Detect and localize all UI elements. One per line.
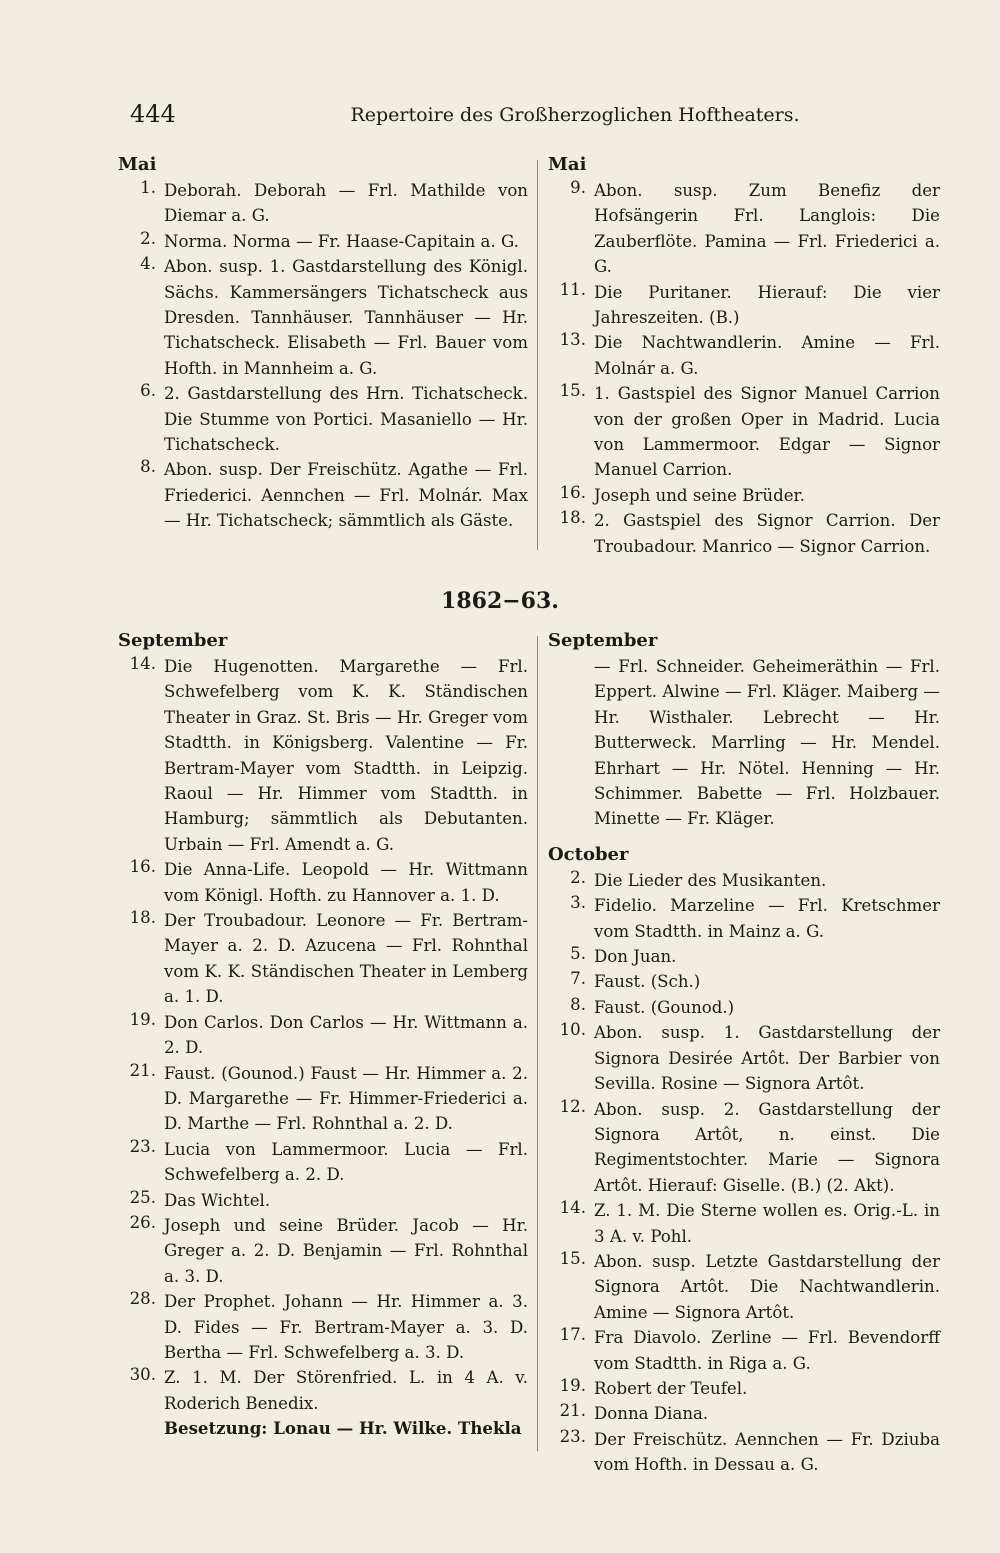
entry-list	[548, 654, 940, 832]
entry-date: 1.	[140, 178, 156, 197]
running-title: Repertoire des Großherzoglichen Hoftheaters.	[350, 104, 800, 126]
entry-date: 8.	[570, 994, 586, 1014]
performance-entry	[118, 654, 528, 857]
entry-text: Abon. susp. Der Freischütz. Agathe — Frl. Friederici. Aennchen — Frl. Molnár. Max — Hr. Tichatscheck; sämmtlich als Gäste.	[164, 460, 528, 531]
entry-date: 14.	[559, 1198, 586, 1218]
performance-entry	[548, 995, 940, 1020]
performance-entry	[548, 893, 940, 944]
performance-entry	[548, 1020, 940, 1096]
entry-text: Don Carlos. Don Carlos — Hr. Wittmann a. 2. D.	[164, 1012, 528, 1058]
entry-text: Fra Diavolo. Zerline — Frl. Bevendorff vom Stadtth. in Riga a. G.	[594, 1328, 940, 1373]
entry-text: Deborah. Deborah — Frl. Mathilde von Diemar a. G.	[164, 181, 528, 226]
entry-text: Robert der Teufel.	[594, 1378, 748, 1398]
entry-text: Der Freischütz. Aennchen — Fr. Dziuba vom Hofth. in Dessau a. G.	[594, 1429, 940, 1475]
entry-text: Abon. susp. Letzte Gastdarstellung der Signora Artôt. Die Nachtwandlerin. Amine — Signora Artôt.	[594, 1251, 940, 1322]
performance-entry	[548, 1198, 940, 1249]
entry-text: Joseph und seine Brüder. Jacob — Hr. Greger a. 2. D. Benjamin — Frl. Rohnthal a. 3. D.	[164, 1215, 528, 1286]
entry-text: Die Lieder des Musikanten.	[594, 870, 827, 890]
performance-entry	[548, 1427, 940, 1478]
performance-entry	[548, 969, 940, 994]
entry-text: Besetzung: Lonau — Hr. Wilke. Thekla	[164, 1418, 522, 1439]
performance-entry	[548, 508, 940, 559]
month-heading: October	[548, 843, 629, 865]
entry-date: 26.	[129, 1212, 156, 1232]
entry-text: Z. 1. M. Der Störenfried. L. in 4 A. v. Roderich Benedix.	[164, 1368, 528, 1413]
performance-entry	[548, 483, 940, 508]
entry-date: 30.	[129, 1365, 156, 1385]
entry-text: Der Prophet. Johann — Hr. Himmer a. 3. D. Fides — Fr. Bertram-Mayer a. 3. D. Bertha — Frl. Schwefelberg a. 3. D.	[164, 1292, 528, 1362]
performance-entry	[548, 381, 940, 483]
entry-text: Das Wichtel.	[164, 1190, 271, 1210]
performance-entry	[118, 857, 528, 908]
entry-text: Die Hugenotten. Margarethe — Frl. Schwefelberg vom K. K. Ständischen Theater in Graz. St. Bris — Hr. Greger vom Stadtth. in Königsberg. Valentine — Fr. Bertram-Mayer vom Stadtth. in Leipzig. Raoul — Hr. Himmer vom Stadtth. in Hamburg; sämmtlich als Debutanten. Urbain — Frl. Amendt a. G.	[164, 657, 528, 854]
entry-list	[548, 868, 940, 1478]
entry-text: — Frl. Schneider. Geheimeräthin — Frl. Eppert. Alwine — Frl. Kläger. Maiberg — Hr. Wisthaler. Lebrecht — Hr. Butterweck. Marrling — Hr. Mendel. Ehrhart — Hr. Nötel. Henning — Hr. Schimmer. Babette — Frl. Holzbauer. Minette — Fr. Kläger.	[594, 657, 940, 829]
entry-list	[118, 654, 528, 1442]
performance-entry	[548, 1249, 940, 1325]
entry-date: 17.	[559, 1325, 586, 1345]
entry-text: Der Troubadour. Leonore — Fr. Bertram-Mayer a. 2. D. Azucena — Frl. Rohnthal vom K. K. Ständischen Theater in Lemberg a. 1. D.	[164, 911, 528, 1007]
performance-entry	[548, 1097, 940, 1199]
performance-entry	[118, 1416, 528, 1441]
performance-entry	[548, 1325, 940, 1376]
entry-date: 4.	[140, 254, 156, 274]
column-rule-bottom	[537, 636, 538, 1451]
entry-date: 9.	[570, 178, 586, 197]
entry-date: 25.	[129, 1187, 156, 1207]
performance-entry	[118, 1010, 528, 1061]
performance-entry	[548, 1376, 940, 1401]
entry-date: 23.	[559, 1426, 586, 1446]
entry-text: Norma. Norma — Fr. Haase-Capitain a. G.	[164, 231, 519, 251]
entry-date: 21.	[129, 1060, 156, 1080]
entry-list	[548, 178, 940, 559]
entry-date: 16.	[559, 482, 586, 502]
page-number: 444	[130, 100, 176, 128]
performance-entry	[118, 1213, 528, 1289]
entry-text: Faust. (Gounod.)	[594, 997, 735, 1017]
performance-entry	[118, 908, 528, 1010]
entry-date: 8.	[140, 457, 156, 477]
performance-entry	[548, 1401, 940, 1426]
section-spacer	[548, 832, 940, 842]
entry-date: 18.	[559, 508, 586, 528]
performance-entry	[118, 254, 528, 381]
entry-text: Joseph und seine Brüder.	[594, 485, 805, 505]
entry-date: 6.	[140, 381, 156, 401]
performance-entry	[118, 1188, 528, 1213]
season-title: 1862−63.	[441, 588, 559, 614]
entry-list	[118, 178, 528, 534]
month-heading: Mai	[548, 154, 587, 175]
entry-date: 10.	[559, 1020, 586, 1040]
entry-date: 23.	[129, 1136, 156, 1156]
entry-date: 14.	[129, 654, 156, 673]
month-heading: September	[118, 630, 228, 651]
entry-date: 11.	[559, 279, 586, 299]
entry-date: 18.	[129, 908, 156, 928]
entry-text: Faust. (Sch.)	[594, 972, 701, 992]
performance-entry	[548, 868, 940, 893]
month-heading: September	[548, 630, 658, 651]
entry-text: Abon. susp. 1. Gastdarstellung der Signora Desirée Artôt. Der Barbier von Sevilla. Rosine — Signora Artôt.	[594, 1023, 940, 1094]
entry-date: 16.	[129, 857, 156, 877]
performance-entry	[118, 178, 528, 229]
page-header	[130, 100, 940, 132]
performance-entry	[118, 1289, 528, 1365]
performance-entry	[118, 1137, 528, 1188]
entry-text: Abon. susp. Zum Benefiz der Hofsängerin Frl. Langlois: Die Zauberflöte. Pamina — Frl. Friederici a. G.	[594, 181, 940, 277]
entry-text: 2. Gastspiel des Signor Carrion. Der Troubadour. Manrico — Signor Carrion.	[594, 511, 940, 556]
entry-date: 19.	[129, 1009, 156, 1029]
entry-date: 13.	[559, 330, 586, 350]
september-left-column	[118, 628, 528, 1442]
performance-entry	[118, 1365, 528, 1416]
performance-entry	[118, 1061, 528, 1137]
entry-text: Die Anna-Life. Leopold — Hr. Wittmann vom Königl. Hofth. zu Hannover a. 1. D.	[164, 860, 528, 905]
entry-date: 12.	[559, 1096, 586, 1116]
performance-entry	[548, 330, 940, 381]
entry-text: Abon. susp. 1. Gastdarstellung des Königl. Sächs. Kammersängers Tichatscheck aus Dresden. Tannhäuser. Tannhäuser — Hr. Tichatscheck. Elisabeth — Frl. Bauer vom Hofth. in Mannheim a. G.	[164, 257, 528, 378]
entry-text: 2. Gastdarstellung des Hrn. Tichatscheck. Die Stumme von Portici. Masaniello — Hr. Tichatscheck.	[164, 384, 528, 455]
performance-entry	[118, 457, 528, 533]
entry-text: Don Juan.	[594, 947, 677, 967]
entry-date: 15.	[559, 381, 586, 401]
mai-left-column	[118, 152, 528, 534]
entry-text: Z. 1. M. Die Sterne wollen es. Orig.-L. in 3 A. v. Pohl.	[594, 1201, 940, 1246]
column-rule-top	[537, 160, 538, 550]
entry-date: 7.	[570, 969, 586, 989]
entry-date: 15.	[559, 1248, 586, 1268]
performance-entry	[548, 654, 940, 832]
entry-date: 19.	[559, 1375, 586, 1395]
entry-text: Die Puritaner. Hierauf: Die vier Jahreszeiten. (B.)	[594, 282, 940, 328]
entry-text: Abon. susp. 2. Gastdarstellung der Signora Artôt, n. einst. Die Regimentstochter. Marie — Signora Artôt. Hierauf: Giselle. (B.) (2. Akt).	[594, 1099, 940, 1195]
mai-right-column	[548, 152, 940, 559]
entry-text: Lucia von Lammermoor. Lucia — Frl. Schwefelberg a. 2. D.	[164, 1139, 528, 1185]
entry-date: 2.	[570, 867, 586, 887]
performance-entry	[548, 280, 940, 331]
entry-text: Donna Diana.	[594, 1404, 709, 1424]
performance-entry	[118, 381, 528, 457]
entry-date: 21.	[559, 1401, 586, 1421]
entry-text: Die Nachtwandlerin. Amine — Frl. Molnár a. G.	[594, 333, 940, 378]
performance-entry	[548, 178, 940, 280]
entry-date: 3.	[570, 893, 586, 913]
entry-text: Faust. (Gounod.) Faust — Hr. Himmer a. 2. D. Margarethe — Fr. Himmer-Friederici a. D. Marthe — Frl. Rohnthal a. 2. D.	[164, 1063, 528, 1134]
performance-entry	[118, 229, 528, 254]
performance-entry	[548, 944, 940, 969]
september-october-right-column	[548, 628, 940, 1478]
entry-text: 1. Gastspiel des Signor Manuel Carrion von der großen Oper in Madrid. Lucia von Lammermoor. Edgar — Signor Manuel Carrion.	[594, 384, 940, 480]
entry-date: 28.	[129, 1289, 156, 1309]
entry-date: 2.	[140, 228, 156, 248]
entry-text: Fidelio. Marzeline — Frl. Kretschmer vom Stadtth. in Mainz a. G.	[594, 896, 940, 941]
entry-date: 5.	[570, 944, 586, 964]
month-heading: Mai	[118, 154, 157, 175]
